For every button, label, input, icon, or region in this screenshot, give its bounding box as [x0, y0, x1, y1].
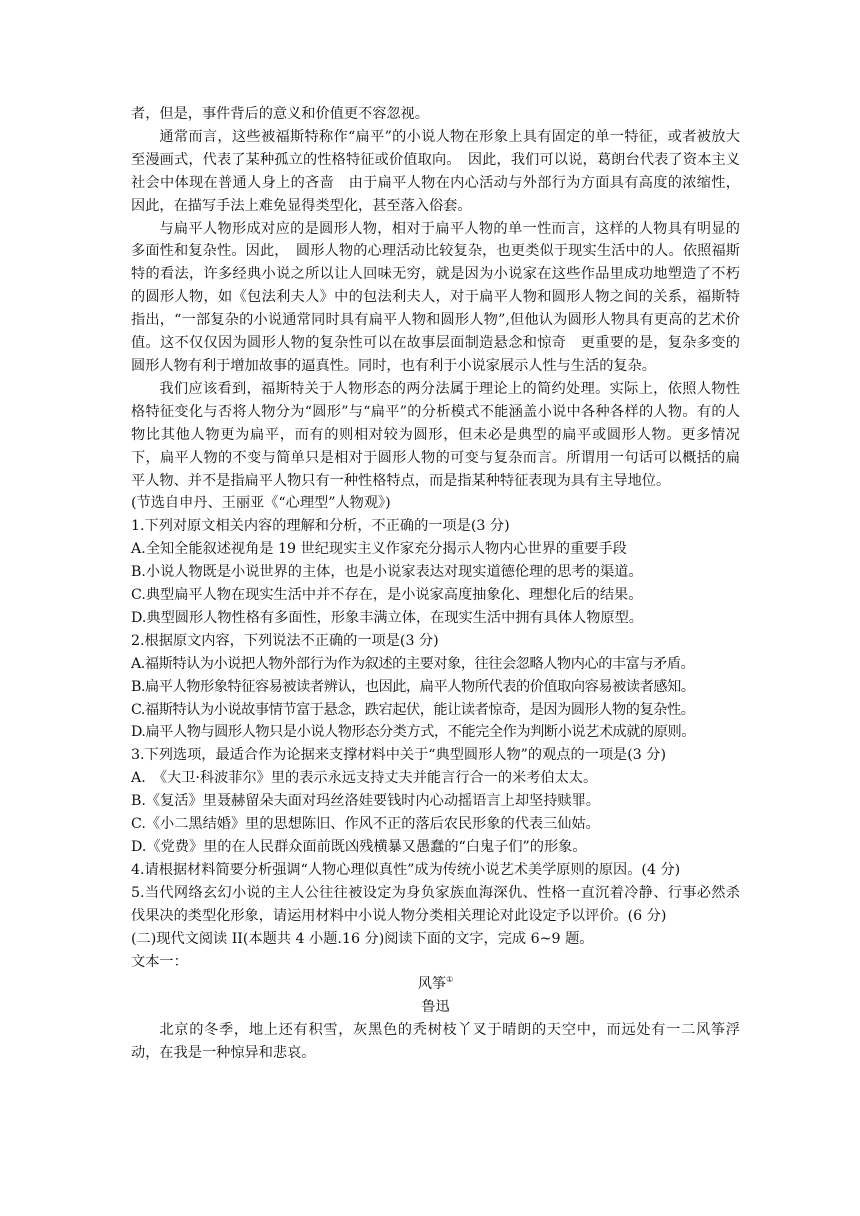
story-paragraph-1: 北京的冬季，地上还有积雪，灰黑色的秃树枝丫叉于晴朗的天空中，而远处有一二风筝浮动，在我是一种惊异和悲哀。 — [131, 1022, 740, 1062]
article-paragraph-3: 我们应该看到，福斯特关于人物形态的两分法属于理论上的简约处理。实际上，依照人物性格特征变化与否将人物分为“圆形”与“扁平”的分析模式不能涵盖小说中各种各样的人物。有的人物比其他人物更为扁平，而有的则相对较为圆形，但未必是典型的扁平或圆形人物。更多情况下，扁平人物的不变与简单只是相对于圆形人物的可变与复杂而言。所谓用一句话可以概括的扁平人物、并不是指扁平人物只有一种性格特点，而是指某种特征表现为具有主导地位。 — [131, 380, 740, 489]
question-1-option-c: C.典型扁平人物在现实生活中并不存在，是小说家高度抽象化、理想化后的结果。 — [131, 587, 643, 604]
footnote-marker: ① — [446, 975, 454, 985]
question-4: 4.请根据材料简要分析强调“人物心理似真性”成为传统小说艺术美学原则的原因。(4 分) — [131, 861, 681, 878]
story-title-text: 风筝 — [417, 976, 447, 993]
question-5: 5.当代网络玄幻小说的主人公往往被设定为身负家族血海深仇、性格一直沉着冷静、行事必然杀伐果决的类型化形象，请运用材料中小说人物分类相关理论对此设定予以评价。(6 分) — [131, 884, 740, 924]
question-1-option-a: A.全知全能叙述视角是 19 世纪现实主义作家充分揭示人物内心世界的重要手段 — [131, 541, 627, 558]
article-paragraph-2: 与扁平人物形成对应的是圆形人物，相对于扁平人物的单一性而言，这样的人物具有明显的多面性和复杂性。因此， 圆形人物的心理活动比较复杂，也更类似于现实生活中的人。依照福斯特的看法，许多经典小说之所以让人回味无穷，就是因为小说家在这些作品里成功地塑造了不朽的圆形人物，如《包法利夫人》中的包法利夫人，对于扁平人物和圆形人物之间的关系，福斯特指出，“一部复杂的小说通常同时具有扁平人物和圆形人物”,但他认为圆形人物具有更高的艺术价值。这不仅仅因为圆形人物的复杂性可以在故事层面制造悬念和惊奇 更重要的是，复杂多变的圆形人物有利于增加故事的逼真性。同时，也有利于小说家展示人性与生活的复杂。 — [131, 220, 740, 374]
story-author: 鲁迅 — [421, 999, 450, 1016]
text-one-label: 文本一： — [131, 953, 188, 970]
question-1-option-d: D.典型圆形人物性格有多面性，形象丰满立体，在现实生活中拥有具体人物原型。 — [131, 609, 643, 626]
article-source: (节选自申丹、王丽亚《“心理型”人物观》) — [131, 495, 391, 512]
question-2-option-a: A.福斯特认为小说把人物外部行为作为叙述的主要对象，往往会忽略人物内心的丰富与矛盾。 — [131, 655, 695, 672]
article-paragraph-0: 者，但是，事件背后的意义和价值更不容忽视。 — [131, 106, 429, 122]
question-2-option-c: C.福斯特认为小说故事情节富于悬念，跌宕起伏，能让读者惊奇，是因为圆形人物的复杂性。 — [131, 701, 695, 718]
document-body — [131, 103, 740, 1065]
question-3-option-a: A. 《大卫·科波菲尔》里的表示永远支持丈夫并能言行合一的米考伯太太。 — [131, 770, 598, 787]
question-2-stem: 2.根据原文内容，下列说法不正确的一项是(3 分) — [131, 632, 439, 649]
question-3-option-d: D.《党费》里的在人民群众面前既凶残横暴又愚蠢的“白鬼子们”的形象。 — [131, 839, 587, 855]
section-2-heading: (二)现代文阅读 II(本题共 4 小题.16 分)阅读下面的文字，完成 6~9 题。 — [131, 930, 594, 947]
question-2-option-b: B.扁平人物形象特征容易被读者辨认，也因此，扁平人物所代表的价值取向容易被读者感知。 — [131, 678, 695, 695]
question-1-stem: 1.下列对原文相关内容的理解和分析，不正确的一项是(3 分) — [131, 518, 510, 535]
article-paragraph-1: 通常而言，这些被福斯特称作“扁平”的小说人物在形象上具有固定的单一特征，或者被放大至漫画式，代表了某种孤立的性格特征或价值取向。 因此，我们可以说，葛朗台代表了资本主义社会中体现在普通人身上的吝啬 由于扁平人物在内心活动与外部行为方面具有高度的浓缩性，因此，在描写手法上难免显得类型化，甚至落入俗套。 — [131, 128, 740, 214]
question-3-option-c: C.《小二黑结婚》里的思想陈旧、作风不正的落后农民形象的代表三仙姑。 — [131, 816, 600, 833]
question-3-stem: 3.下列选项，最适合作为论据来支撑材料中关于“典型圆形人物”的观点的一项是(3 分) — [131, 747, 667, 764]
question-2-option-d: D.扁平人物与圆形人物只是小说人物形态分类方式，不能完全作为判断小说艺术成就的原则。 — [131, 724, 695, 741]
question-1-option-b: B.小说人物既是小说世界的主体，也是小说家表达对现实道德伦理的思考的渠道。 — [131, 564, 643, 581]
story-title — [131, 973, 740, 996]
question-3-option-b: B.《复活》里聂赫留朵夫面对玛丝洛娃要钱时内心动摇语言上却坚持赎罪。 — [131, 793, 600, 810]
